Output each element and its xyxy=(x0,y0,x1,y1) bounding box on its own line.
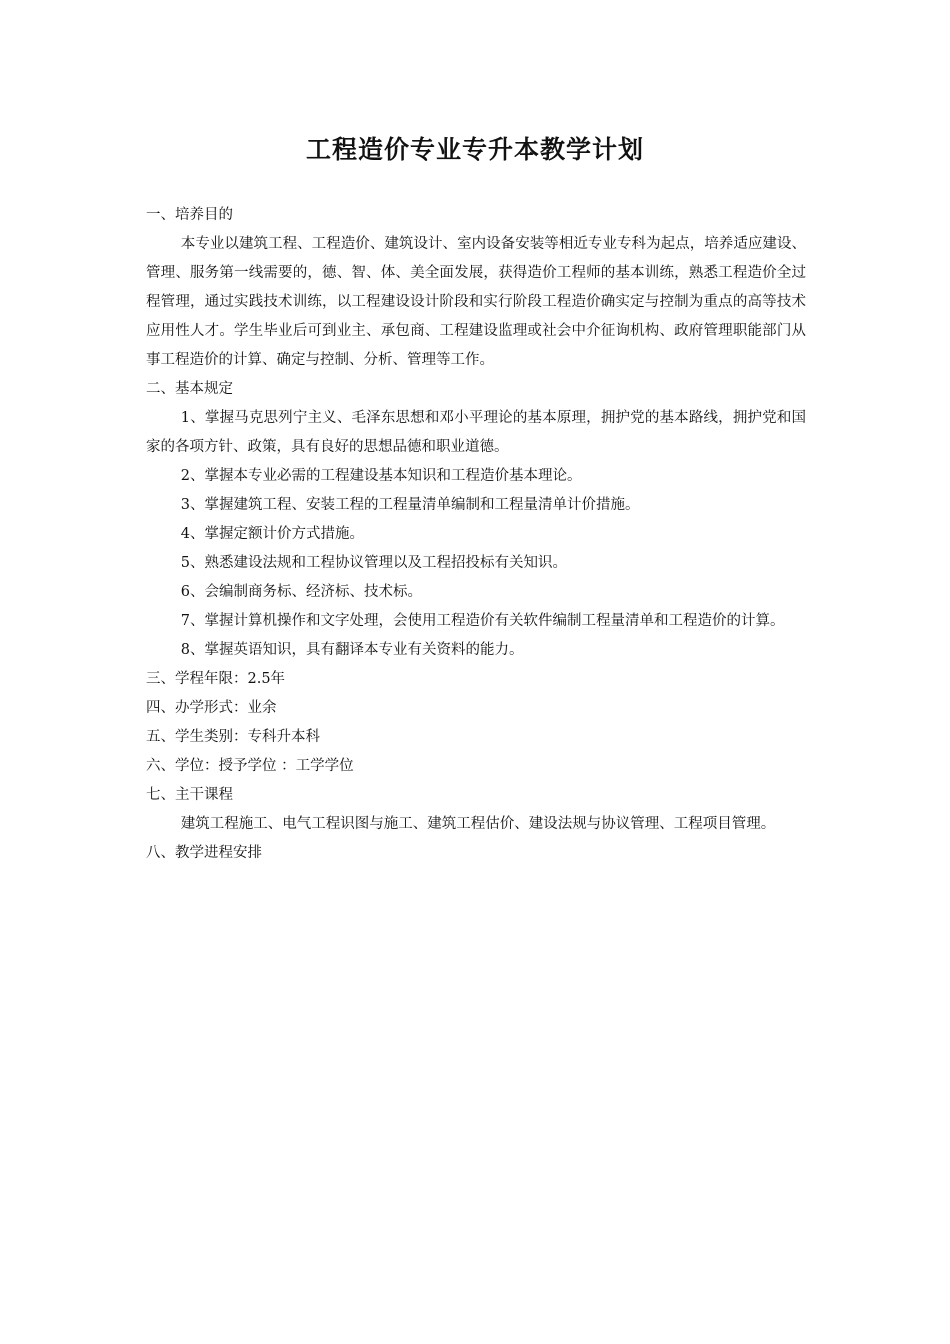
requirement-item: 1、掌握马克思列宁主义、毛泽东思想和邓小平理论的基本原理，拥护党的基本路线，拥护党和国家的各项方针、政策，具有良好的思想品德和职业道德。 xyxy=(146,410,806,455)
document-body xyxy=(146,201,806,868)
section-heading-teaching-schedule: 八、教学进程安排 xyxy=(146,845,262,861)
section-student-type: 五、学生类别：专科升本科 xyxy=(146,729,320,745)
requirement-item: 4、掌握定额计价方式措施。 xyxy=(180,526,365,542)
requirement-item: 3、掌握建筑工程、安装工程的工程量清单编制和工程量清单计价措施。 xyxy=(180,497,640,513)
section-heading-basic-requirements: 二、基本规定 xyxy=(146,381,233,397)
requirement-item: 6、会编制商务标、经济标、技术标。 xyxy=(180,584,423,600)
section-study-duration: 三、学程年限：2.5年 xyxy=(146,671,286,687)
section-heading-training-goal: 一、培养目的 xyxy=(146,207,233,223)
requirement-item: 8、掌握英语知识，具有翻译本专业有关资料的能力。 xyxy=(180,642,524,658)
section-degree: 六、学位：授予学位 ：工学学位 xyxy=(146,758,354,774)
requirement-item: 7、掌握计算机操作和文字处理，会使用工程造价有关软件编制工程量清单和工程造价的计算。 xyxy=(180,613,785,629)
page-title: 工程造价专业专升本教学计划 xyxy=(305,135,644,164)
requirement-item: 5、熟悉建设法规和工程协议管理以及工程招投标有关知识。 xyxy=(180,555,568,571)
section-heading-core-courses: 七、主干课程 xyxy=(146,787,233,803)
requirement-item: 2、掌握本专业必需的工程建设基本知识和工程造价基本理论。 xyxy=(180,468,582,484)
core-courses-paragraph: 建筑工程施工、电气工程识图与施工、建筑工程估价、建设法规与协议管理、工程项目管理。 xyxy=(180,816,776,832)
section-study-form: 四、办学形式：业余 xyxy=(146,700,277,716)
training-goal-paragraph: 本专业以建筑工程、工程造价、建筑设计、室内设备安装等相近专业专科为起点，培养适应建设、管理、服务第一线需要的，德、智、体、美全面发展，获得造价工程师的基本训练，熟悉工程造价全过程管理，通过实践技术训练，以工程建设设计阶段和实行阶段工程造价确实定与控制为重点的高等技术应用性人才。学生毕业后可到业主、承包商、工程建设监理或社会中介征询机构、政府管理职能部门从事工程造价的计算、确定与控制、分析、管理等工作。 xyxy=(146,236,806,368)
